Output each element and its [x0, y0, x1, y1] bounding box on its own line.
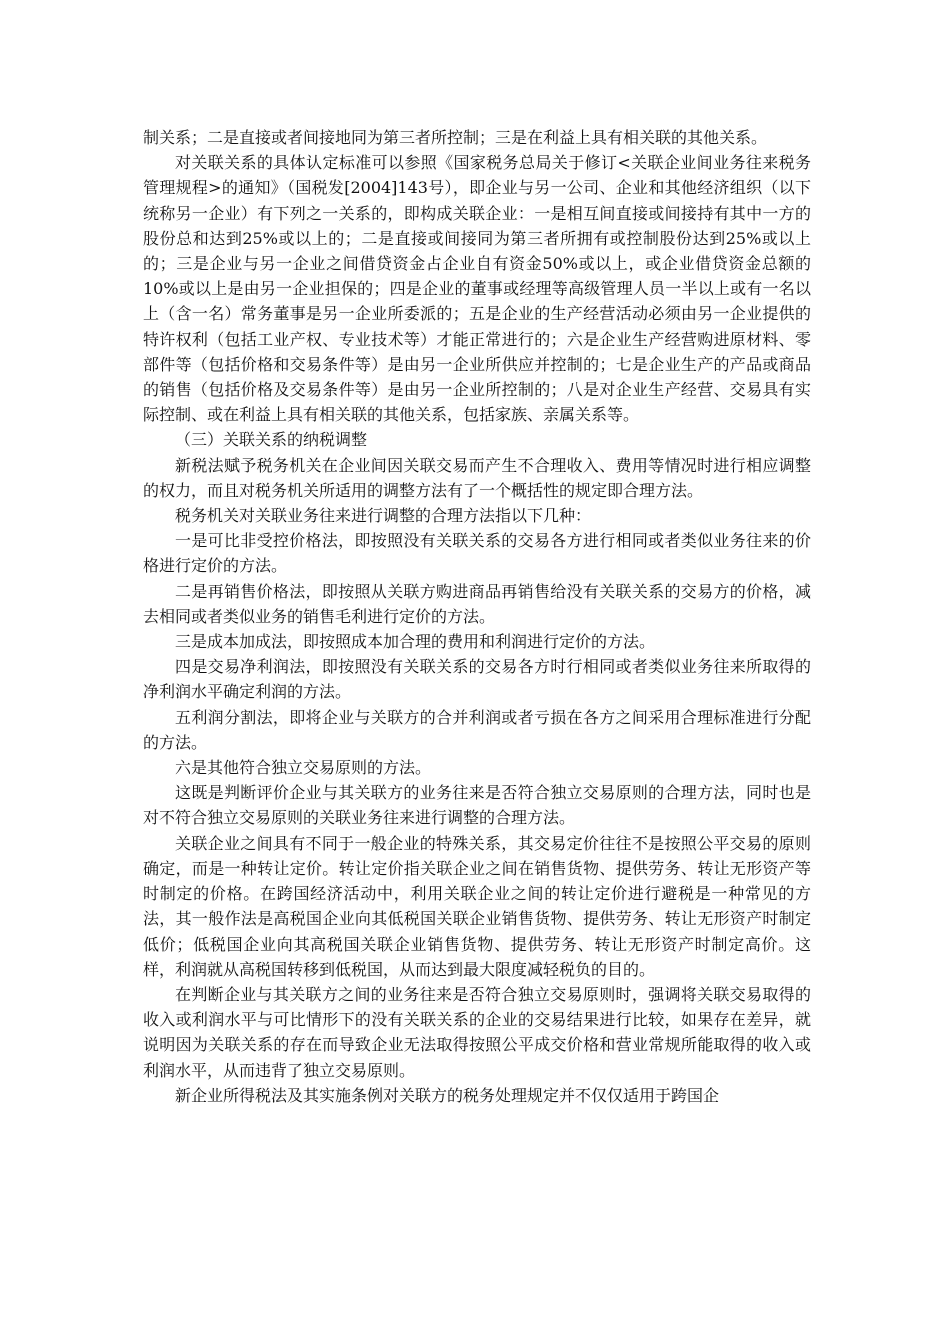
list-item: 一是可比非受控价格法，即按照没有关联关系的交易各方进行相同或者类似业务往来的价格进行定价的方法。 — [143, 531, 811, 576]
list-item: 六是其他符合独立交易原则的方法。 — [175, 758, 432, 778]
paragraph: 这既是判断评价企业与其关联方的业务往来是否符合独立交易原则的合理方法，同时也是对不符合独立交易原则的关联业务往来进行调整的合理方法。 — [143, 783, 811, 828]
list-item: 五利润分割法，即将企业与关联方的合并利润或者亏损在各方之间采用合理标准进行分配的方法。 — [143, 707, 811, 752]
paragraph: 对关联关系的具体认定标准可以参照《国家税务总局关于修订<关联企业间业务往来税务管理规程>的通知》（国税发[2004]143号），即企业与另一公司、企业和其他经济组织（以下统称另一企业）有下列之一关系的，即构成关联企业：一是相互间直接或间接持有其中一方的股份总和达到25%或以上的；二是直接或间接同为第三者所拥有或控制股份达到25%或以上的；三是企业与另一企业之间借贷资金占企业自有资金50%或以上，或企业借贷资金总额的10%或以上是由另一企业担保的；四是企业的董事或经理等高级管理人员一半以上或有一名以上（含一名）常务董事是另一企业所委派的；五是企业的生产经营活动必须由另一企业提供的特许权利（包括工业产权、专业技术等）才能正常进行的；六是企业生产经营购进原材料、零部件等（包括价格和交易条件等）是由另一企业所供应并控制的；七是企业生产的产品或商品的销售（包括价格及交易条件等）是由另一企业所控制的；八是对企业生产经营、交易具有实际控制、或在利益上具有相关联的其他关系，包括家族、亲属关系等。 — [143, 153, 811, 425]
paragraph: 新企业所得税法及其实施条例对关联方的税务处理规定并不仅仅适用于跨国企 — [175, 1085, 720, 1105]
paragraph: 在判断企业与其关联方之间的业务往来是否符合独立交易原则时，强调将关联交易取得的收入或利润水平与可比情形下的没有关联关系的企业的交易结果进行比较，如果存在差异，就说明因为关联关系的存在而导致企业无法取得按照公平成交价格和营业常规所能取得的收入或利润水平，从而违背了独立交易原则。 — [143, 984, 811, 1080]
paragraph: 关联企业之间具有不同于一般企业的特殊关系，其交易定价往往不是按照公平交易的原则确定，而是一种转让定价。转让定价指关联企业之间在销售货物、提供劳务、转让无形资产等时制定的价格。在跨国经济活动中，利用关联企业之间的转让定价进行避税是一种常见的方法，其一般作法是高税国企业向其低税国关联企业销售货物、提供劳务、转让无形资产时制定低价；低税国企业向其高税国关联企业销售货物、提供劳务、转让无形资产时制定高价。这样，利润就从高税国转移到低税国，从而达到最大限度减轻税负的目的。 — [143, 833, 811, 979]
paragraph: 制关系；二是直接或者间接地同为第三者所控制；三是在利益上具有相关联的其他关系。 — [143, 128, 768, 147]
list-item: 四是交易净利润法，即按照没有关联关系的交易各方时行相同或者类似业务往来所取得的净利润水平确定利润的方法。 — [143, 657, 811, 702]
list-item: 二是再销售价格法，即按照从关联方购进商品再销售给没有关联关系的交易方的价格，减去相同或者类似业务的销售毛利进行定价的方法。 — [143, 581, 811, 626]
list-item: 三是成本加成法，即按照成本加合理的费用和利润进行定价的方法。 — [175, 632, 656, 652]
paragraph: 新税法赋予税务机关在企业间因关联交易而产生不合理收入、费用等情况时进行相应调整的权力，而且对税务机关所适用的调整方法有了一个概括性的规定即合理方法。 — [143, 455, 811, 500]
document-body — [143, 125, 811, 1108]
section-heading: （三）关联关系的纳税调整 — [175, 430, 368, 450]
paragraph: 税务机关对关联业务往来进行调整的合理方法指以下几种： — [175, 506, 592, 526]
